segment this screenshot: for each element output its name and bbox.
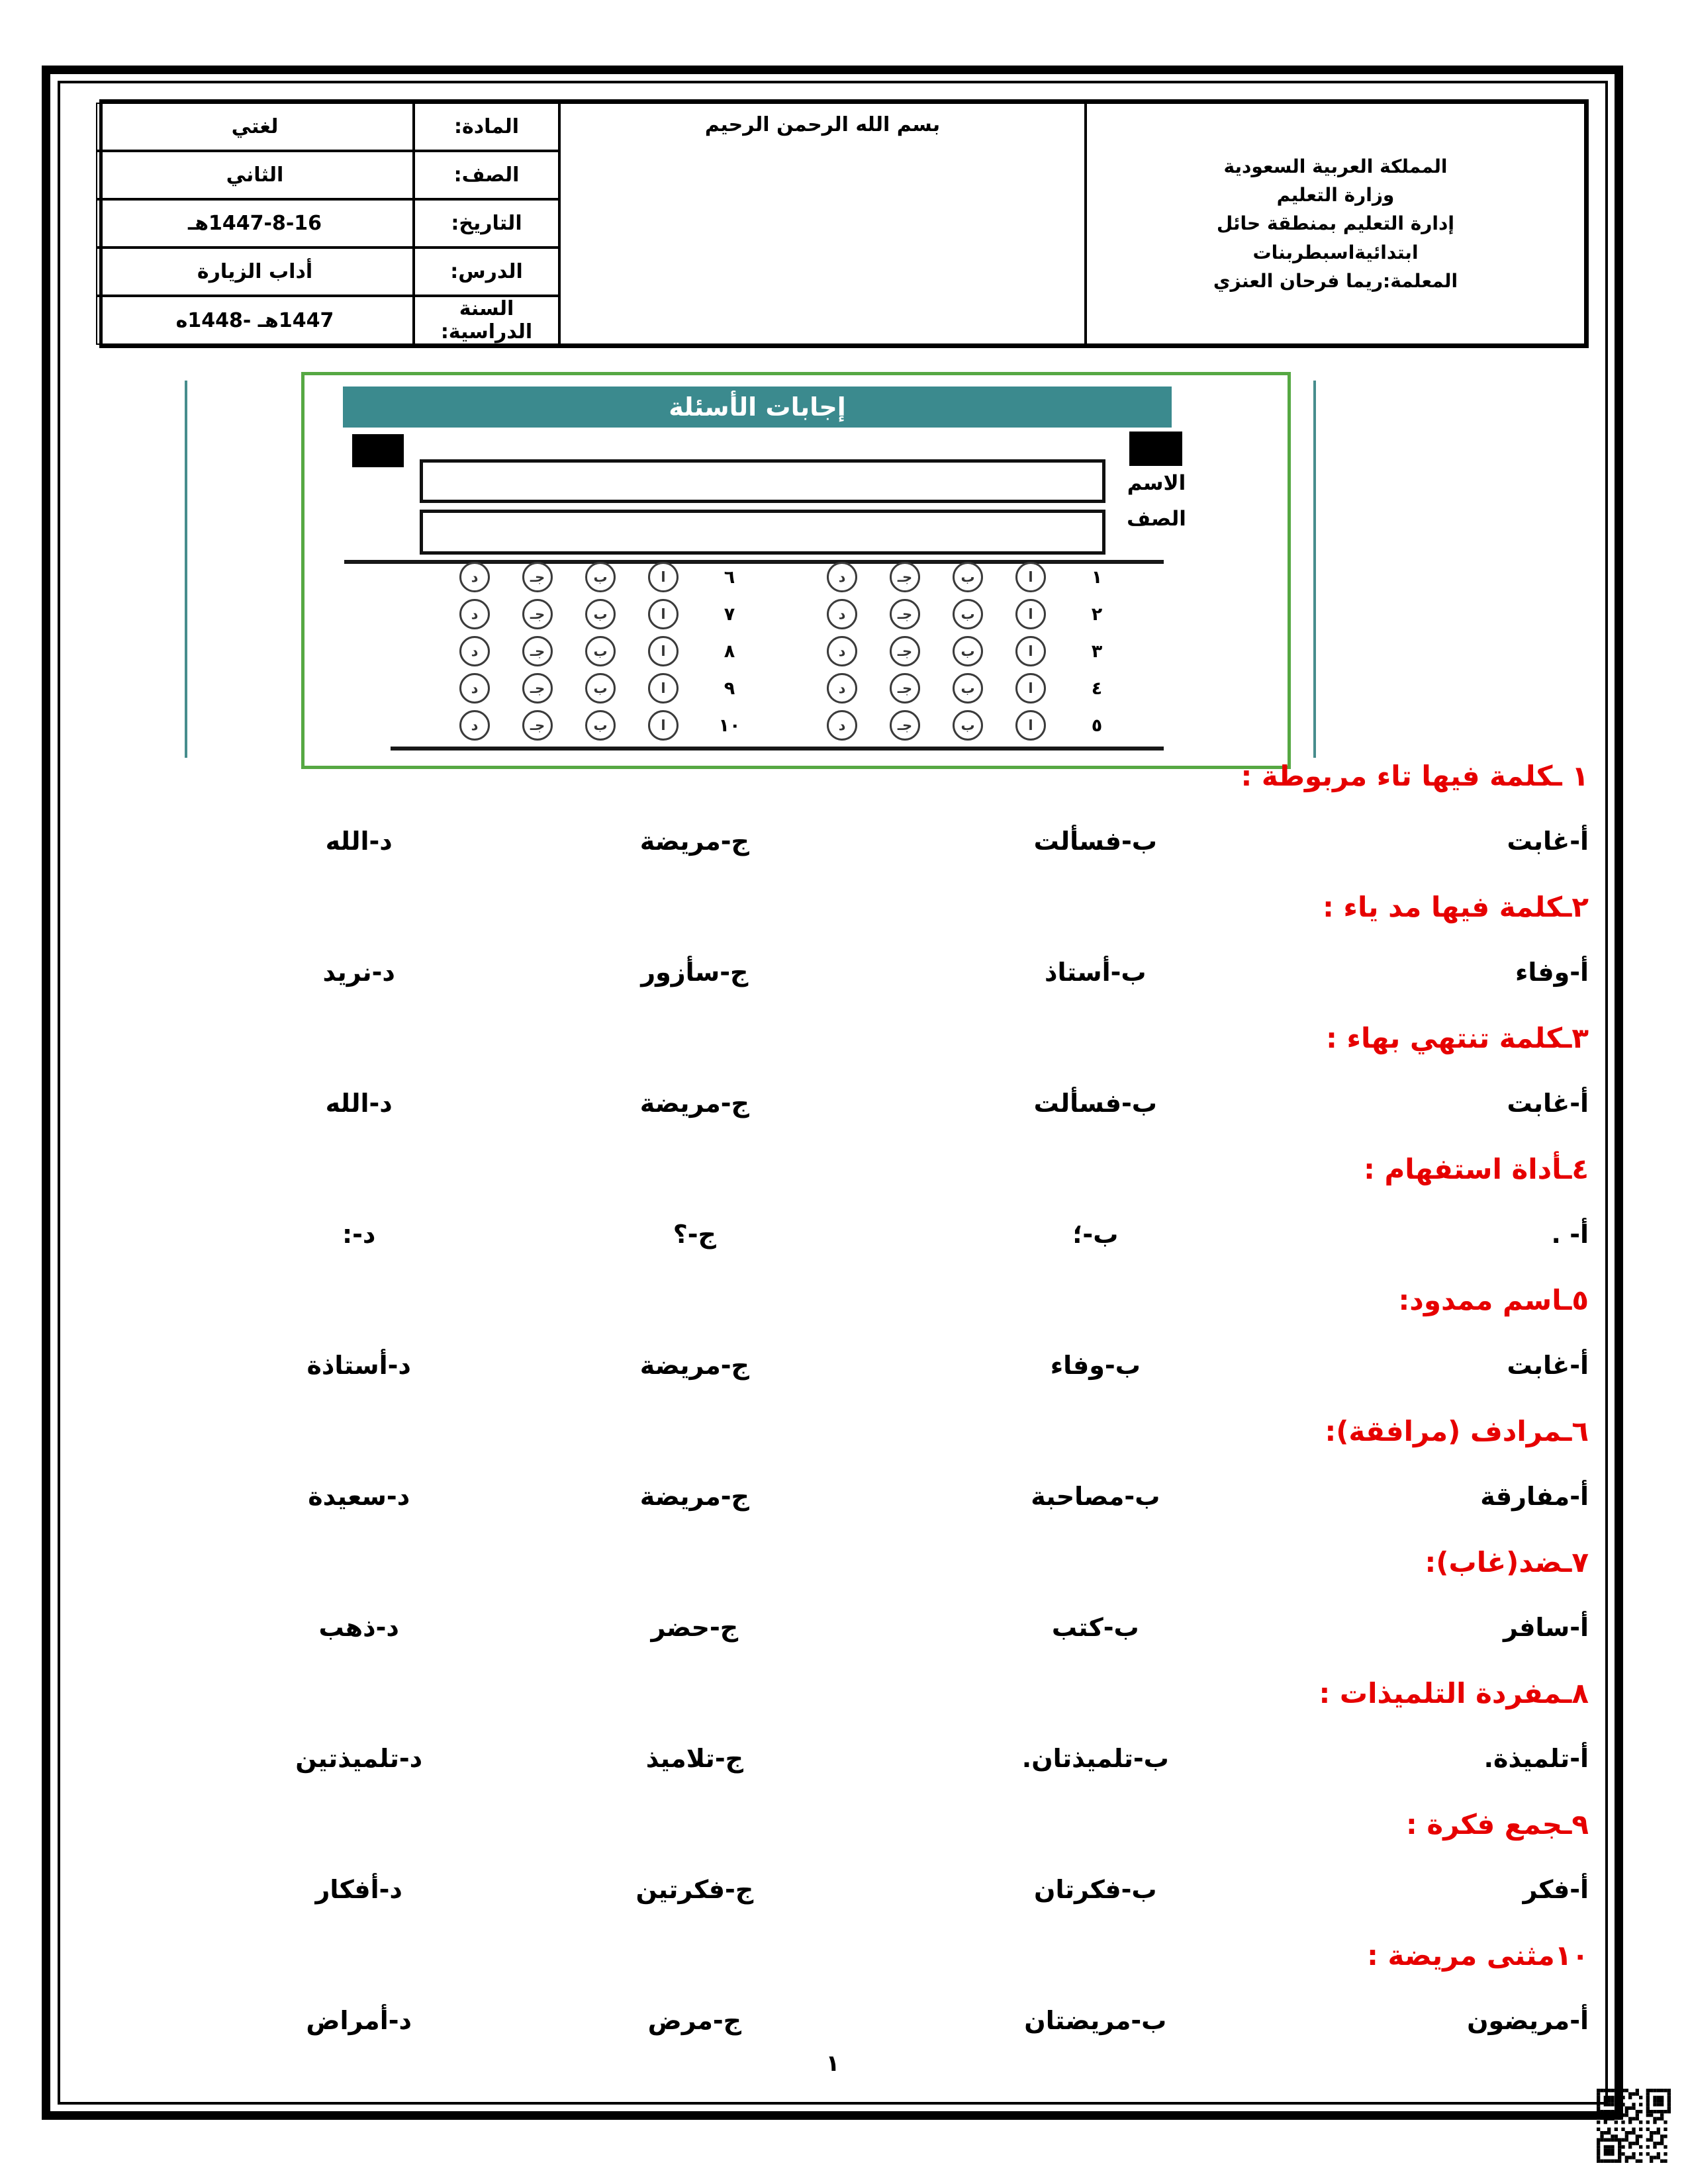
- header-value-year: 1447هـ -1448ه: [96, 296, 414, 345]
- answer-sheet-title: إجابات الأسئلة: [343, 387, 1172, 428]
- question-3: [218, 1005, 1589, 1136]
- answer-bubble-a[interactable]: ا: [1015, 636, 1046, 666]
- answer-bubble-c[interactable]: جـ: [890, 599, 920, 629]
- question-title: ٥ـاسم ممدود:: [1398, 1283, 1589, 1316]
- option-a[interactable]: أ-وفاء: [1515, 958, 1589, 987]
- question-title: ١٠مثنى مريضة :: [1367, 1938, 1589, 1972]
- answer-bubble-a[interactable]: ا: [1015, 673, 1046, 704]
- option-d[interactable]: د-أفكار: [315, 1875, 402, 1904]
- option-a[interactable]: أ-غابت: [1507, 1351, 1589, 1380]
- bubble-question-number: ٢: [1091, 604, 1103, 625]
- basmala: بسم الله الرحمن الرحيم: [559, 103, 1086, 345]
- option-a[interactable]: أ-غابت: [1507, 827, 1589, 856]
- answer-bubble-c[interactable]: جـ: [890, 710, 920, 741]
- bubble-row: [430, 562, 748, 592]
- bubble-question-number: ٨: [724, 641, 735, 662]
- option-d[interactable]: د-نريد: [322, 958, 395, 987]
- option-c[interactable]: ج-مريضة: [639, 1482, 749, 1511]
- question-title: ٢ـكلمة فيها مد ياء :: [1323, 890, 1589, 923]
- header-label-date: التاريخ:: [414, 199, 559, 248]
- answer-bubble-d[interactable]: د: [827, 710, 857, 741]
- option-b[interactable]: ب-فسألت: [1033, 1089, 1157, 1118]
- question-title: ١ ـكلمة فيها تاء مربوطة :: [1241, 759, 1589, 792]
- side-rule-left: [1313, 381, 1316, 758]
- header-label-year: السنة الدراسية:: [414, 296, 559, 345]
- questions-list: [218, 743, 1589, 2053]
- answer-bubble-d[interactable]: د: [459, 636, 490, 666]
- question-5: [218, 1267, 1589, 1398]
- header-value-date: 1447-8-16هـ: [96, 199, 414, 248]
- option-b[interactable]: ب-مريضتان: [1024, 2006, 1167, 2035]
- option-d[interactable]: د-الله: [325, 1089, 393, 1118]
- option-a[interactable]: أ-فكر: [1523, 1875, 1589, 1904]
- answer-bubble-a[interactable]: ا: [1015, 710, 1046, 741]
- header-label-subject: المادة:: [414, 103, 559, 151]
- ministry-line-school: ابتدائيةاسبطربنات: [1252, 241, 1419, 263]
- page-number: ١: [825, 2050, 840, 2077]
- answer-bubble-b[interactable]: ب: [585, 562, 616, 592]
- bubble-grid-q6-10: [430, 562, 748, 741]
- answer-bubble-a[interactable]: ا: [648, 562, 679, 592]
- question-title: ٦ـمرادف (مرافقة):: [1325, 1414, 1589, 1447]
- option-a[interactable]: أ-غابت: [1507, 1089, 1589, 1118]
- header-value-subject: لغتي: [96, 103, 414, 151]
- answer-bubble-c[interactable]: جـ: [522, 562, 553, 592]
- option-a[interactable]: أ-سافر: [1503, 1613, 1589, 1642]
- question-8: [218, 1660, 1589, 1791]
- option-d[interactable]: د-أمراض: [306, 2006, 412, 2035]
- answer-bubble-d[interactable]: د: [827, 562, 857, 592]
- answer-bubble-c[interactable]: جـ: [522, 636, 553, 666]
- class-input-box[interactable]: [420, 510, 1105, 555]
- option-d[interactable]: د-سعيدة: [308, 1482, 410, 1511]
- bubble-row: [430, 710, 748, 741]
- answer-bubble-b[interactable]: ب: [953, 673, 983, 704]
- bubble-row: [798, 599, 1115, 629]
- ministry-line-region: إدارة التعليم بمنطقة حائل: [1217, 212, 1454, 235]
- bubble-row: [798, 710, 1115, 741]
- option-d[interactable]: د-أستاذة: [306, 1351, 411, 1380]
- name-label: الاسم: [1127, 471, 1186, 495]
- ministry-line-teacher: المعلمة:ريما فرحان العنزي: [1213, 270, 1458, 293]
- question-title: ٧ـضد(غاب):: [1425, 1545, 1589, 1578]
- option-d[interactable]: د-الله: [325, 827, 393, 856]
- option-b[interactable]: ب-مصاحبة: [1031, 1482, 1160, 1511]
- option-c[interactable]: ج-سأزور: [641, 958, 749, 987]
- answer-bubble-d[interactable]: د: [459, 599, 490, 629]
- option-b[interactable]: ب-فكرتان: [1034, 1875, 1157, 1904]
- answer-bubble-b[interactable]: ب: [585, 599, 616, 629]
- question-6: [218, 1398, 1589, 1529]
- answer-bubble-a[interactable]: ا: [648, 636, 679, 666]
- answer-bubble-b[interactable]: ب: [953, 599, 983, 629]
- option-c[interactable]: ج-فكرتين: [635, 1875, 754, 1904]
- answer-bubble-c[interactable]: جـ: [522, 673, 553, 704]
- option-d[interactable]: د-ذهب: [318, 1613, 399, 1642]
- answer-bubble-c[interactable]: جـ: [522, 710, 553, 741]
- ministry-line-ministry: وزارة التعليم: [1276, 183, 1395, 206]
- option-b[interactable]: ب-أستاذ: [1044, 958, 1147, 987]
- answer-bubble-a[interactable]: ا: [648, 673, 679, 704]
- option-a[interactable]: أ-تلميذة.: [1483, 1744, 1589, 1773]
- bubble-question-number: ٥: [1091, 715, 1103, 736]
- class-label: الصف: [1127, 507, 1186, 531]
- option-b[interactable]: ب-تلميذتان.: [1021, 1744, 1169, 1773]
- side-rule-right: [185, 381, 187, 758]
- answer-bubble-a[interactable]: ا: [648, 599, 679, 629]
- option-c[interactable]: ج-مريضة: [639, 1351, 749, 1380]
- answer-bubble-b[interactable]: ب: [953, 636, 983, 666]
- option-c[interactable]: ج-مرض: [647, 2006, 742, 2035]
- option-a[interactable]: أ- .: [1551, 1220, 1589, 1249]
- option-d[interactable]: د-تلميذتين: [295, 1744, 423, 1773]
- bubble-row: [798, 636, 1115, 666]
- question-9: [218, 1791, 1589, 1922]
- answer-bubble-c[interactable]: جـ: [890, 636, 920, 666]
- bubble-question-number: ٣: [1091, 641, 1103, 662]
- option-b[interactable]: ب-كتب: [1051, 1613, 1139, 1642]
- qr-code-icon: [1597, 2089, 1671, 2163]
- bubble-question-number: ١٠: [718, 715, 741, 736]
- bubble-question-number: ٧: [724, 604, 735, 625]
- answer-bubble-d[interactable]: د: [459, 562, 490, 592]
- option-b[interactable]: ب-وفاء: [1050, 1351, 1141, 1380]
- bubble-grid-q1-5: [798, 562, 1115, 741]
- answer-bubble-a[interactable]: ا: [1015, 599, 1046, 629]
- header-table: [99, 99, 1589, 348]
- header-label-class: الصف:: [414, 151, 559, 199]
- answer-bubble-d[interactable]: د: [459, 710, 490, 741]
- question-title: ٨ـمفردة التلميذات :: [1319, 1676, 1589, 1709]
- answer-bubble-d[interactable]: د: [459, 673, 490, 704]
- bubble-question-number: ١: [1091, 567, 1103, 588]
- header-value-class: الثاني: [96, 151, 414, 199]
- question-title: ٣ـكلمة تنتهي بهاء :: [1326, 1021, 1589, 1054]
- option-d[interactable]: د-:: [342, 1220, 376, 1249]
- answer-bubble-a[interactable]: ا: [648, 710, 679, 741]
- option-c[interactable]: ج-تلاميذ: [645, 1744, 743, 1773]
- option-a[interactable]: أ-مريضون: [1467, 2006, 1589, 2035]
- bubble-question-number: ٤: [1091, 678, 1103, 699]
- bubble-row: [430, 636, 748, 666]
- registration-mark-right: [1129, 432, 1182, 466]
- question-2: [218, 874, 1589, 1005]
- question-10: [218, 1922, 1589, 2053]
- ministry-block: [1086, 103, 1585, 345]
- bubble-row: [430, 673, 748, 704]
- answer-bubble-b[interactable]: ب: [585, 673, 616, 704]
- bubble-row: [430, 599, 748, 629]
- option-c[interactable]: ج-مريضة: [639, 827, 749, 856]
- option-a[interactable]: أ-مفارقة: [1480, 1482, 1589, 1511]
- name-input-box[interactable]: [420, 459, 1105, 503]
- answer-bubble-c[interactable]: جـ: [522, 599, 553, 629]
- answer-bubble-c[interactable]: جـ: [890, 562, 920, 592]
- answer-bubble-b[interactable]: ب: [585, 636, 616, 666]
- option-c[interactable]: ج-حضر: [651, 1613, 739, 1642]
- answer-bubble-c[interactable]: جـ: [890, 673, 920, 704]
- bubble-row: [798, 673, 1115, 704]
- option-c[interactable]: ج-؟: [673, 1220, 716, 1249]
- question-title: ٤ـأداة استفهام :: [1364, 1152, 1589, 1185]
- answer-bubble-d[interactable]: د: [827, 599, 857, 629]
- bubble-question-number: ٦: [724, 567, 735, 588]
- question-7: [218, 1529, 1589, 1660]
- option-c[interactable]: ج-مريضة: [639, 1089, 749, 1118]
- answer-bubble-a[interactable]: ا: [1015, 562, 1046, 592]
- ministry-line-country: المملكة العربية السعودية: [1223, 155, 1448, 177]
- question-1: [218, 743, 1589, 874]
- answer-bubble-b[interactable]: ب: [953, 562, 983, 592]
- bubble-row: [798, 562, 1115, 592]
- answer-bubble-d[interactable]: د: [827, 636, 857, 666]
- answer-bubble-d[interactable]: د: [827, 673, 857, 704]
- header-value-lesson: أداب الزيارة: [96, 248, 414, 296]
- header-label-lesson: الدرس:: [414, 248, 559, 296]
- registration-mark-left: [352, 434, 404, 467]
- option-b[interactable]: ب-فسألت: [1033, 827, 1157, 856]
- option-b[interactable]: ب-؛: [1072, 1220, 1119, 1249]
- bubble-question-number: ٩: [724, 678, 735, 699]
- question-title: ٩ـجمع فكرة :: [1406, 1807, 1589, 1841]
- question-4: [218, 1136, 1589, 1267]
- answer-bubble-b[interactable]: ب: [953, 710, 983, 741]
- answer-bubble-b[interactable]: ب: [585, 710, 616, 741]
